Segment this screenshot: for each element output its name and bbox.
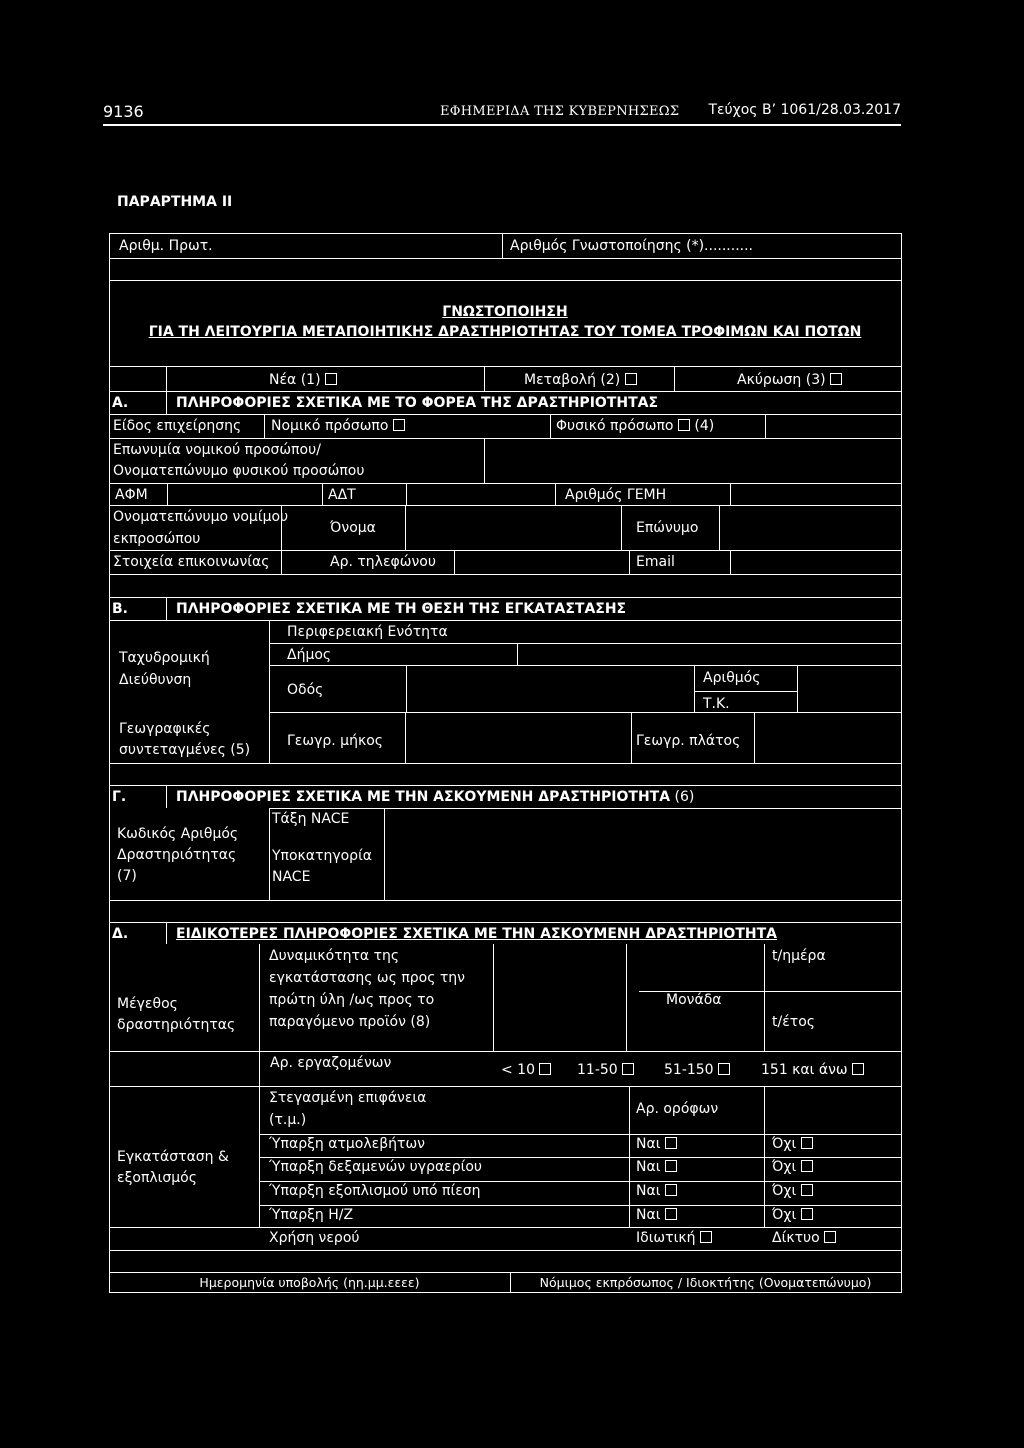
- coordinates-label: Γεωγραφικές: [119, 721, 211, 737]
- capacity-label-4: παραγόμενο προϊόν (8): [269, 1014, 431, 1030]
- natural-person-label: Φυσικό πρόσωπο: [556, 418, 674, 434]
- divider: [109, 763, 901, 764]
- divider: [109, 438, 901, 439]
- divider: [109, 1227, 901, 1228]
- section-a-letter: Α.: [112, 395, 129, 411]
- divider: [674, 366, 675, 391]
- divider: [109, 1086, 901, 1087]
- water-private-checkbox[interactable]: [700, 1231, 712, 1243]
- street-number-label: Αριθμός: [703, 670, 761, 686]
- divider: [109, 483, 901, 484]
- employees-option-3-checkbox[interactable]: [718, 1063, 730, 1075]
- gemi-label: Αριθμός ΓΕΜΗ: [565, 487, 667, 503]
- yes-label: Ναι: [636, 1207, 661, 1223]
- pressure-yes-checkbox[interactable]: [665, 1184, 677, 1196]
- divider: [109, 233, 901, 234]
- divider: [621, 505, 622, 550]
- nace-subcategory-label: Υποκατηγορία: [272, 848, 373, 864]
- boilers-label: Ύπαρξη ατμολεβήτων: [269, 1136, 425, 1152]
- natural-person-option[interactable]: [556, 417, 714, 435]
- employees-option-1-checkbox[interactable]: [539, 1063, 551, 1075]
- divider: [109, 391, 901, 392]
- no-label: Όχι: [772, 1183, 797, 1199]
- business-type-label: Είδος επιχείρησης: [113, 418, 242, 434]
- longitude-label: Γεωγρ. μήκος: [287, 733, 383, 749]
- employees-option-3[interactable]: [664, 1061, 730, 1079]
- type-cancel[interactable]: [737, 371, 842, 389]
- private-label: Ιδιωτική: [636, 1230, 696, 1246]
- generator-yes[interactable]: [636, 1206, 677, 1224]
- pressure-equipment-label: Ύπαρξη εξοπλισμού υπό πίεση: [269, 1183, 481, 1199]
- divider: [764, 1134, 765, 1227]
- activity-code-label-3: (7): [117, 868, 137, 884]
- divider: [629, 1134, 630, 1227]
- divider: [109, 1051, 901, 1052]
- type-cancel-label: Ακύρωση (3): [737, 372, 826, 388]
- yes-label: Ναι: [636, 1136, 661, 1152]
- network-label: Δίκτυο: [772, 1230, 820, 1246]
- divider: [754, 712, 755, 763]
- natural-person-checkbox[interactable]: [678, 419, 690, 431]
- cancel-checkbox[interactable]: [830, 373, 842, 385]
- representative-label-2: εκπροσώπου: [113, 531, 201, 547]
- latitude-label: Γεωγρ. πλάτος: [636, 733, 741, 749]
- section-c-heading: [176, 788, 694, 806]
- legal-person-option[interactable]: [271, 417, 405, 435]
- facility-label: Εγκατάσταση &: [117, 1149, 229, 1165]
- employees-option-1[interactable]: [501, 1061, 551, 1079]
- generator-no[interactable]: [772, 1206, 813, 1224]
- employees-option-3-label: 51-150: [664, 1062, 714, 1078]
- entity-name-label: Επωνυμία νομικού προσώπου/: [113, 442, 321, 458]
- section-c-title: ΠΛΗΡΟΦΟΡΙΕΣ ΣΧΕΤΙΚΑ ΜΕ ΤΗΝ ΑΣΚΟΥΜΕΝΗ ΔΡΑΣΤΗΡΙΟΤΗΤΑ: [176, 789, 671, 805]
- yes-label: Ναι: [636, 1183, 661, 1199]
- divider: [109, 620, 901, 621]
- divider: [109, 785, 901, 786]
- divider: [484, 366, 485, 391]
- per-year-label: t/έτος: [772, 1014, 815, 1030]
- new-checkbox[interactable]: [325, 373, 337, 385]
- section-a-title: ΠΛΗΡΟΦΟΡΙΕΣ ΣΧΕΤΙΚΑ ΜΕ ΤΟ ΦΟΡΕΑ ΤΗΣ ΔΡΑΣΤΗΡΙΟΤΗΤΑΣ: [176, 395, 659, 411]
- generator-yes-checkbox[interactable]: [665, 1208, 677, 1220]
- divider: [555, 483, 556, 505]
- divider: [629, 1086, 630, 1134]
- postal-address-label: Ταχυδρομική: [119, 650, 210, 666]
- divider: [109, 280, 901, 281]
- generator-no-checkbox[interactable]: [801, 1208, 813, 1220]
- divider: [502, 233, 503, 258]
- divider: [406, 665, 407, 712]
- first-name-label: Όνομα: [330, 520, 376, 536]
- water-network[interactable]: [772, 1229, 836, 1247]
- covered-area-label-2: (τ.μ.): [269, 1112, 307, 1128]
- type-change[interactable]: [524, 371, 637, 389]
- contact-label: Στοιχεία επικοινωνίας: [113, 554, 270, 570]
- nace-class-label: Τάξη NACE: [272, 811, 350, 827]
- postal-address-label-2: Διεύθυνση: [119, 672, 192, 688]
- change-checkbox[interactable]: [625, 373, 637, 385]
- activity-code-label: Κωδικός Αριθμός: [117, 826, 239, 842]
- divider: [629, 550, 630, 574]
- submission-date-label: Ημερομηνία υποβολής (ηη.μμ.εεεε): [199, 1275, 420, 1290]
- employees-option-1-label: < 10: [501, 1062, 535, 1078]
- surname-label: Επώνυμο: [636, 520, 699, 536]
- divider: [269, 665, 901, 666]
- divider: [719, 505, 720, 550]
- divider: [109, 597, 901, 598]
- divider: [765, 414, 766, 438]
- divider: [764, 1086, 765, 1134]
- page-number: 9136: [103, 102, 144, 121]
- email-label: Email: [636, 554, 675, 570]
- divider: [322, 483, 323, 505]
- natural-person-note: (4): [694, 418, 715, 434]
- divider: [167, 483, 168, 505]
- divider: [269, 808, 901, 809]
- unit-label: Μονάδα: [666, 992, 722, 1008]
- notification-number-label: Αριθμός Γνωστοποίησης (*)...........: [510, 238, 754, 254]
- section-c-note: (6): [674, 789, 695, 805]
- boilers-no-checkbox[interactable]: [801, 1137, 813, 1149]
- floors-label: Αρ. ορόφων: [636, 1101, 719, 1117]
- divider: [109, 1272, 901, 1273]
- divider: [730, 550, 731, 574]
- section-c-letter: Γ.: [112, 789, 127, 805]
- activity-size-label: Μέγεθος: [117, 996, 178, 1012]
- journal-title: ΕΦΗΜΕΡΙΔΑ ΤΗΣ ΚΥΒΕΡΝΗΣΕΩΣ: [440, 104, 680, 119]
- type-change-label: Μεταβολή (2): [524, 372, 621, 388]
- facility-label-2: εξοπλισμός: [117, 1170, 197, 1186]
- phone-label: Αρ. τηλεφώνου: [330, 554, 436, 570]
- type-new[interactable]: [269, 371, 337, 389]
- divider: [259, 944, 260, 1227]
- afm-label: ΑΦΜ: [115, 487, 148, 503]
- divider: [109, 505, 901, 506]
- activity-code-label-2: Δραστηριότητας: [117, 847, 237, 863]
- divider: [764, 944, 765, 1051]
- divider: [264, 414, 265, 438]
- boilers-yes[interactable]: [636, 1135, 677, 1153]
- divider: [550, 414, 551, 438]
- divider: [405, 505, 406, 550]
- divider: [269, 620, 270, 763]
- section-d-letter: Δ.: [112, 926, 129, 942]
- divider: [626, 944, 627, 1051]
- divider: [454, 550, 455, 574]
- page-header: [103, 100, 901, 126]
- boilers-yes-checkbox[interactable]: [665, 1137, 677, 1149]
- water-private[interactable]: [636, 1229, 712, 1247]
- form-title: ΓΝΩΣΤΟΠΟΙΗΣΗ: [442, 304, 568, 320]
- divider: [109, 414, 901, 415]
- no-label: Όχι: [772, 1159, 797, 1175]
- yes-label: Ναι: [636, 1159, 661, 1175]
- divider: [109, 366, 901, 367]
- capacity-label-2: εγκατάστασης ως προς την: [269, 970, 465, 986]
- boilers-no[interactable]: [772, 1135, 813, 1153]
- municipality-label: Δήμος: [287, 647, 332, 663]
- capacity-label-3: πρώτη ύλη /ως προς το: [269, 992, 435, 1008]
- divider: [109, 922, 901, 923]
- protocol-number-label: Αριθμ. Πρωτ.: [119, 238, 213, 254]
- legal-person-checkbox[interactable]: [393, 419, 405, 431]
- divider: [166, 597, 167, 620]
- issue-info: Τεύχος Β’ 1061/28.03.2017: [708, 102, 901, 118]
- capacity-label: Δυναμικότητα της: [269, 948, 400, 964]
- employees-option-2-checkbox[interactable]: [622, 1063, 634, 1075]
- employees-option-4-label: 151 και άνω: [761, 1062, 848, 1078]
- divider: [517, 643, 518, 665]
- divider: [109, 550, 901, 551]
- lpg-tanks-label: Ύπαρξη δεξαμενών υγραερίου: [269, 1159, 483, 1175]
- divider: [797, 665, 798, 712]
- divider: [281, 550, 282, 574]
- generator-label: Ύπαρξη Η/Ζ: [269, 1207, 354, 1223]
- employees-option-2-label: 11-50: [577, 1062, 618, 1078]
- legal-person-label: Νομικό πρόσωπο: [271, 418, 389, 434]
- divider: [269, 712, 901, 713]
- adt-label: ΑΔΤ: [328, 487, 356, 503]
- water-network-checkbox[interactable]: [824, 1231, 836, 1243]
- divider: [109, 900, 901, 901]
- representative-label: Ονοματεπώνυμο νομίμου: [113, 509, 289, 525]
- lpg-yes-checkbox[interactable]: [665, 1160, 677, 1172]
- divider: [405, 712, 406, 763]
- lpg-yes[interactable]: [636, 1158, 677, 1176]
- representative-signature-label: Νόμιμος εκπρόσωπος / Ιδιοκτήτης (Ονοματεπώνυμο): [539, 1275, 872, 1290]
- lpg-no[interactable]: [772, 1158, 813, 1176]
- annex-title: ΠΑΡΑΡΤΗΜΑ ΙΙ: [117, 194, 233, 210]
- divider: [694, 691, 797, 692]
- no-label: Όχι: [772, 1207, 797, 1223]
- per-day-label: t/ημέρα: [772, 948, 826, 964]
- divider: [384, 808, 385, 900]
- postal-code-label: Τ.Κ.: [703, 696, 730, 712]
- entity-name-label-2: Ονοματεπώνυμο φυσικού προσώπου: [113, 463, 365, 479]
- regional-unit-label: Περιφερειακή Ενότητα: [287, 624, 448, 640]
- section-b-letter: Β.: [112, 601, 128, 617]
- divider: [166, 366, 167, 414]
- divider: [493, 944, 494, 1051]
- divider: [406, 483, 407, 505]
- pressure-no[interactable]: [772, 1182, 813, 1200]
- divider: [484, 438, 485, 483]
- employees-option-4[interactable]: [761, 1061, 864, 1079]
- divider: [109, 258, 901, 259]
- activity-size-label-2: δραστηριότητας: [117, 1017, 236, 1033]
- pressure-no-checkbox[interactable]: [801, 1184, 813, 1196]
- divider: [631, 712, 632, 763]
- divider: [730, 483, 731, 505]
- divider: [109, 1292, 901, 1293]
- employees-option-4-checkbox[interactable]: [852, 1063, 864, 1075]
- divider: [166, 922, 167, 944]
- nace-subcategory-label-2: NACE: [272, 869, 311, 885]
- lpg-no-checkbox[interactable]: [801, 1160, 813, 1172]
- type-new-label: Νέα (1): [269, 372, 321, 388]
- divider: [109, 233, 110, 1293]
- divider: [269, 808, 270, 900]
- coordinates-label-2: συντεταγμένες (5): [119, 742, 251, 758]
- employees-label: Αρ. εργαζομένων: [270, 1055, 392, 1071]
- form-subtitle: ΓΙΑ ΤΗ ΛΕΙΤΟΥΡΓΙΑ ΜΕΤΑΠΟΙΗΤΙΚΗΣ ΔΡΑΣΤΗΡΙΟΤΗΤΑΣ ΤΟΥ ΤΟΜΕΑ ΤΡΟΦΙΜΩΝ ΚΑΙ ΠΟΤΩΝ: [148, 324, 862, 340]
- notification-form: [109, 233, 901, 1293]
- divider: [166, 785, 167, 808]
- covered-area-label: Στεγασμένη επιφάνεια: [269, 1090, 427, 1106]
- no-label: Όχι: [772, 1136, 797, 1152]
- divider: [109, 1250, 901, 1251]
- divider: [269, 643, 901, 644]
- divider: [109, 574, 901, 575]
- divider: [901, 233, 902, 1293]
- employees-option-2[interactable]: [577, 1061, 634, 1079]
- section-b-title: ΠΛΗΡΟΦΟΡΙΕΣ ΣΧΕΤΙΚΑ ΜΕ ΤΗ ΘΕΣΗ ΤΗΣ ΕΓΚΑΤΑΣΤΑΣΗΣ: [176, 601, 627, 617]
- section-d-title: ΕΙΔΙΚΟΤΕΡΕΣ ΠΛΗΡΟΦΟΡΙΕΣ ΣΧΕΤΙΚΑ ΜΕ ΤΗΝ ΑΣΚΟΥΜΕΝΗ ΔΡΑΣΤΗΡΙΟΤΗΤΑ: [176, 926, 777, 942]
- pressure-yes[interactable]: [636, 1182, 677, 1200]
- water-use-label: Χρήση νερού: [269, 1230, 360, 1246]
- divider: [694, 665, 695, 712]
- street-label: Οδός: [287, 682, 324, 698]
